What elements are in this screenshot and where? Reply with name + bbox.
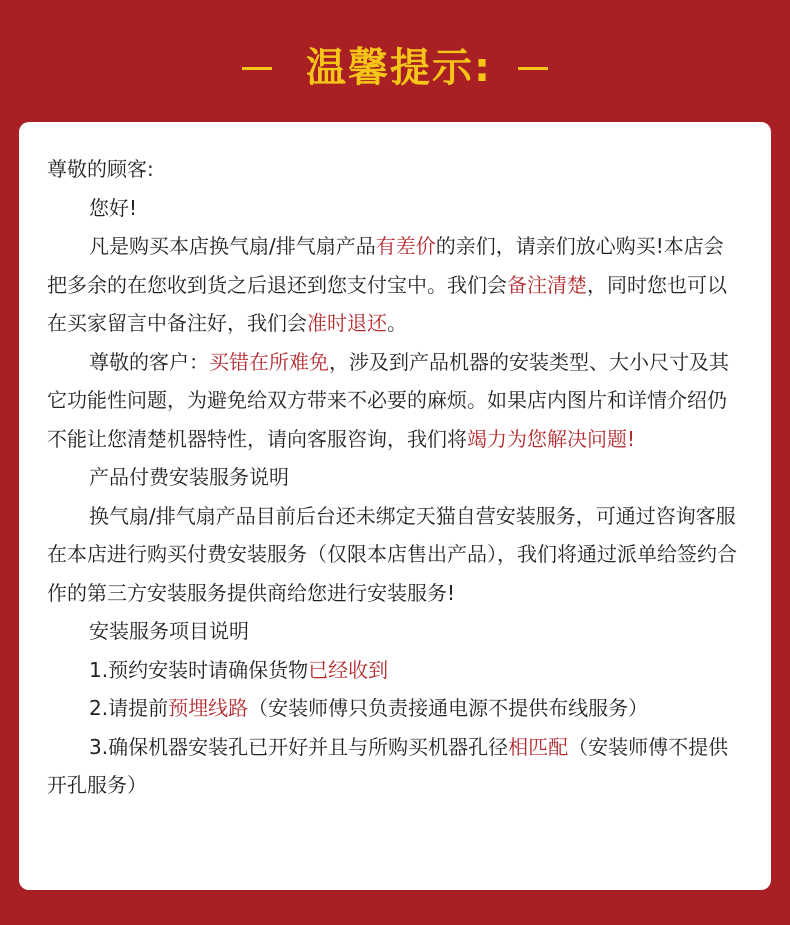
text-segment: 的亲们，请亲们放心购买!本店会把多余的在您收到货之后退还到您支付宝中。我们会 bbox=[47, 234, 724, 297]
notice-content bbox=[47, 150, 737, 805]
highlight-wrong-purchase: 买错在所难免 bbox=[209, 349, 329, 374]
text-segment: ，涉及到产品机器的安装类型、大小尺寸及其它功能性问题，为避免给双方带来不必要的麻烦。如果店内图片和详情介绍仍不能让您清楚机器特性，请向客服咨询，我们将 bbox=[47, 349, 729, 451]
page-title: 温馨提示: bbox=[306, 45, 492, 91]
highlight-prebury-wiring: 预埋线路 bbox=[168, 696, 249, 720]
highlight-goods-received: 已经收到 bbox=[308, 657, 389, 682]
text-segment: 凡是购买本店换气扇/排气扇产品 bbox=[89, 234, 376, 258]
wrong-purchase-paragraph bbox=[47, 343, 737, 459]
text-segment: 2.请提前 bbox=[89, 696, 169, 720]
text-segment: 3.确保机器安装孔已开好并且与所购买机器孔径 bbox=[89, 734, 509, 759]
highlight-refund-on-time: 准时退还 bbox=[307, 311, 387, 335]
text-segment: 尊敬的客户： bbox=[89, 349, 209, 374]
text-segment: 。 bbox=[387, 311, 407, 335]
text-segment: （安装师傅只负责接通电源不提供布线服务） bbox=[248, 696, 649, 720]
header bbox=[0, 40, 790, 96]
hello: 您好! bbox=[89, 195, 138, 220]
highlight-matching: 相匹配 bbox=[508, 734, 569, 759]
greeting: 尊敬的顾客: bbox=[47, 157, 154, 181]
service-paragraph: 换气扇/排气扇产品目前后台还未绑定天猫自营安装服务，可通过咨询客服在本店进行购买付费安装服务（仅限本店售出产品），我们将通过派单给签约合作的第三方安装服务提供商给您进行安装服务! bbox=[47, 503, 737, 605]
service-item-1 bbox=[47, 651, 737, 690]
text-segment: ，同时您也可以在买家留言中备注好，我们会 bbox=[47, 272, 727, 335]
items-title: 安装服务项目说明 bbox=[89, 619, 249, 643]
service-item-3 bbox=[47, 728, 737, 805]
notice-card bbox=[19, 122, 771, 890]
highlight-note-clearly: 备注清楚 bbox=[507, 272, 587, 297]
text-segment: （安装师傅不提供开孔服务） bbox=[47, 734, 729, 797]
highlight-solve-problem: 竭力为您解决问题! bbox=[467, 426, 636, 451]
text-segment: 1.预约安装时请确保货物 bbox=[89, 657, 309, 682]
price-difference-paragraph bbox=[47, 227, 737, 343]
highlight-price-difference: 有差价 bbox=[375, 234, 436, 258]
title-dash-right bbox=[518, 67, 548, 70]
title-dash-left bbox=[242, 67, 272, 70]
service-item-2 bbox=[47, 689, 737, 728]
service-title: 产品付费安装服务说明 bbox=[89, 465, 289, 489]
